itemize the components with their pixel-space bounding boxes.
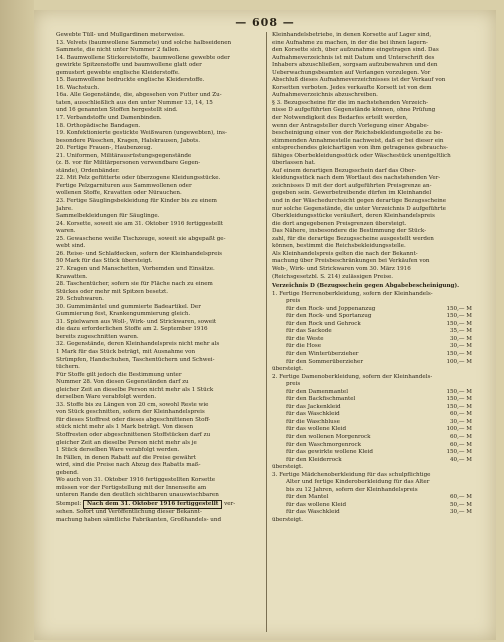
text-line: Sammete, die nicht unter Nummer 2 fallen. <box>56 47 180 54</box>
text-line: stimmenden Annahmestelle nachweist, daß er bei dieser ein <box>272 137 444 144</box>
text-line: 1 Stück derselben Ware verabfolgt werden. <box>56 447 180 454</box>
text-line: 32. Gegenstände, deren Kleinhandelspreis nicht mehr als <box>56 341 220 348</box>
price-row <box>272 343 478 351</box>
text-line: Sammelbekleidungen für Säuglinge. <box>56 213 160 220</box>
stamp-prefix: Stempel: <box>56 500 82 507</box>
price-row <box>272 419 478 427</box>
text-line: entsprechendes gleichartigen von ihm getragenes gebrauchs- <box>272 145 448 152</box>
text-line: Wo auch von 31. Oktober 1916 fertiggestellten Korsette <box>56 477 216 484</box>
item-label: für den Kleiderrock <box>286 456 342 463</box>
item-amount: 30,— M <box>450 509 472 516</box>
text-line: 18. Orthopädische Bandagen. <box>56 122 141 129</box>
item-label: für das wollene Kleid <box>286 426 347 433</box>
text-line: In Fällen, in denen Rabatt auf die Preise gewährt <box>56 454 196 461</box>
text-line: gemustert gewebte englische Kleiderstoffe. <box>56 69 180 76</box>
section-subtitle: bis zu 12 Jahren, sofern der Kleinhandelspreis <box>286 486 418 493</box>
item-label: für den wollenen Morgenrock <box>286 433 371 440</box>
item-amount: 30,— M <box>450 418 472 425</box>
price-row <box>272 411 478 419</box>
text-line: 21. Uniformen, Militärausrüstungsgegenstände <box>56 152 192 159</box>
text-line: 27. Kragen und Manschetten, Vorhemden und Einsätze. <box>56 265 215 272</box>
text-line: 31. Spielwaren aus Woll-, Wirk- und Strickwaren, soweit <box>56 318 217 325</box>
section-title: 1. Fertige Herrenoberkleidung, sofern der Kleinhandels- <box>272 290 433 297</box>
text-line: Stückes oder mehr mit Spitzen besetzt. <box>56 288 169 295</box>
text-line: gegeben sein. Gewerbetreibende dürfen im Kleinhandel <box>272 190 432 197</box>
list-heading: Verzeichnis D (Bezugsschein gegen Abgabebescheinigung). <box>272 283 460 290</box>
item-amount: 150,— M <box>446 449 472 456</box>
text-line: Inhabers abzuschließen, sorgsam aufzubewahren und den <box>272 62 438 69</box>
text-line: 30. Gummimäntel und gummierte Badeartikel. Der <box>56 303 201 310</box>
item-amount: 100,— M <box>446 426 472 433</box>
text-line: zeichnisses D mit der dort aufgeführten Preisgrenze an- <box>272 182 432 189</box>
price-row <box>272 457 478 465</box>
item-amount: 35,— M <box>450 328 472 335</box>
item-label: für den Waschmorgenrock <box>286 441 362 448</box>
text-line: 22. Mit Pelz gefütterte oder überzogene Kleidungsstücke. <box>56 175 221 182</box>
text-line: die dazu erforderlichen Stoffe am 2. September 1916 <box>56 326 208 333</box>
text-line: für dieses Stoffrest oder dieses abgeschnittenen Stoff- <box>56 416 211 423</box>
text-line: müssen vor der Fertigstellung mit der Innenseite am <box>56 484 207 491</box>
price-row <box>272 336 478 344</box>
text-line: Gummierung fest, Krankengummierung gleich. <box>56 311 191 318</box>
text-line: derselben Ware verabfolgt werden. <box>56 394 157 401</box>
text-line: 50 Mark für das Stück übersteigt. <box>56 258 153 265</box>
stamp-suffix: ver- <box>224 500 236 507</box>
column-divider <box>266 32 267 632</box>
text-line: Aufnahmeverzeichnis abzuschreiben. <box>272 92 378 99</box>
text-line: überlassen hat. <box>272 160 316 167</box>
text-line: 15. Baumwollene bedruckte englische Kleiderstoffe. <box>56 77 205 84</box>
item-label: für das Jackenkleid <box>286 403 341 410</box>
price-row <box>272 351 478 359</box>
text-line: webt sind. <box>56 243 86 250</box>
text-line: Jahre. <box>56 205 73 212</box>
text-line: Oberkleidungsstücke veräußert, deren Kleinhandelspreis <box>272 213 435 220</box>
item-label: für den Rock- und Sportanzug <box>286 313 372 320</box>
section-subtitle: preis <box>286 381 301 388</box>
section-footer: übersteigt. <box>272 366 303 373</box>
text-line: 16. Wachstuch. <box>56 84 100 91</box>
text-line: taten, ausschließlich aus den unter Nummer 13, 14, 15 <box>56 99 213 106</box>
item-amount: 30,— M <box>450 343 472 350</box>
text-line: der Notwendigkeit des Bedarfes erteilt werden, <box>272 115 408 122</box>
price-row <box>272 404 478 412</box>
item-amount: 150,— M <box>446 313 472 320</box>
item-label: für den Winterüberzieher <box>286 350 359 357</box>
item-amount: 30,— M <box>450 335 472 342</box>
text-line: 13. Velvets (baumwollene Sammete) und solche halbseidenen <box>56 39 232 46</box>
text-line: unteren Rande den deutlich sichtbaren unauswischbaren <box>56 492 219 499</box>
text-line: (Reichsgesetzbl. S. 214) zulässigen Preise. <box>272 273 394 280</box>
item-amount: 150,— M <box>446 396 472 403</box>
text-line: nur solche Gegenstände, die unter Verzeichnis D aufgeführte <box>272 205 446 212</box>
item-amount: 60,— M <box>450 433 472 440</box>
document-page <box>34 10 496 640</box>
text-line: wollenen Stoffe, Kravatten oder Nürauchen. <box>56 190 182 197</box>
text-line: Stoffresten oder abgeschnittenen Stoffstücken darf zu <box>56 431 211 438</box>
text-line: Strümpfen, Handschuhen, Taschentüchern und Schwei- <box>56 356 215 363</box>
text-line: wird, sind die Preise nach Abzug des Rabatts maß- <box>56 462 201 469</box>
item-label: für den Sommerüberzieher <box>286 358 363 365</box>
text-line: 16a. Alle Gegenstände, die, abgesehen von Futter und Zu- <box>56 92 222 99</box>
section-title: 2. Fertige Damenoberkleidung, sofern der Kleinhandels- <box>272 373 433 380</box>
text-line: wenn der Antragsteller durch Vorlegung einer Abgabe- <box>272 122 429 129</box>
text-line: 23. Fertige Säuglingsbekleidung für Kinder bis zu einem <box>56 198 217 205</box>
price-row <box>272 396 478 404</box>
text-line: 25. Gewaschene weiße Tischzeuge, soweit sie abgepaßt ge- <box>56 235 226 242</box>
item-label: für den Rock und Gehrock <box>286 320 361 327</box>
text-line: 28. Taschentücher, sofern sie für Fläche nach zu einem <box>56 281 213 288</box>
price-row <box>272 442 478 450</box>
item-amount: 150,— M <box>446 403 472 410</box>
item-amount: 60,— M <box>450 411 472 418</box>
text-line: Abschluß dieses Aufnahmeverzeichnisses ist der Verkauf von <box>272 77 446 84</box>
text-line: 19. Konfektionierte gestickte Weißwaren (ungewebten), ins- <box>56 130 227 137</box>
text-line: gebend. <box>56 469 79 476</box>
text-line: Kleinhandelsbetriebe, in denen Korsette auf Lager sind, <box>272 32 432 38</box>
item-label: für das Waschkleid <box>286 411 340 418</box>
text-line: und 16 genannten Stoffen hergestellt sind. <box>56 107 178 114</box>
text-line: bereits zugeschnitten waren. <box>56 333 139 340</box>
right-column <box>272 32 478 525</box>
stamp-line <box>56 500 262 510</box>
text-line: Das Nähere, insbesondere die Bestimmung der Stück- <box>272 228 427 235</box>
item-label: für die Weste <box>286 335 324 342</box>
text-line: gewirkte Spitzenstoffe und baumwollene glatt oder <box>56 62 202 69</box>
text-line: Nummer 28. Von diesen Gegenständen darf zu <box>56 379 189 386</box>
text-line: gleicher Zeit an dieselbe Person nicht mehr als 1 Stück <box>56 386 214 393</box>
text-line: Web-, Wirk- und Strickwaren vom 30. März 1916 <box>272 265 411 272</box>
text-line: stück nicht mehr als 1 Mark beträgt. Von diesen <box>56 424 194 431</box>
item-amount: 40,— M <box>450 456 472 463</box>
item-label: für das Waschkleid <box>286 509 340 516</box>
text-line: 24. Korsette, soweit sie am 31. Oktober 1916 fertiggestellt <box>56 220 224 227</box>
text-line: Krawatten. <box>56 273 88 280</box>
text-line: Fertige Pelzgarnituren aus Sammwollenen oder <box>56 182 192 189</box>
text-line: machung über Preisbeschränkungen bei Verkäufen von <box>272 258 430 265</box>
text-line: 26. Reise- und Schlafdecken, sofern der Kleinhandelspreis <box>56 250 223 257</box>
section-footer: übersteigt. <box>272 517 303 523</box>
item-label: für die Waschbluse <box>286 418 340 425</box>
page-number: — 608 — <box>235 16 295 29</box>
text-line: 29. Schuhwaren. <box>56 296 104 303</box>
text-line: Auf einem derartigen Bezugsschein darf das Ober- <box>272 167 417 174</box>
item-label: für den Rock- und Joppenanzug <box>286 305 376 312</box>
price-row <box>272 502 478 510</box>
item-amount: 50,— M <box>450 501 472 508</box>
text-line: 1 Mark für das Stück beträgt, mit Ausnahme von <box>56 348 196 355</box>
section-subtitle: preis <box>286 298 301 305</box>
price-row <box>272 321 478 329</box>
section-subtitle: Alter und fertige Kinderoberkleidung für das Alter <box>286 479 430 486</box>
price-row <box>272 509 478 517</box>
price-row <box>272 426 478 434</box>
text-line: bescheinigung einer von der Reichsbekleidungsstelle zu be- <box>272 130 443 137</box>
price-row <box>272 434 478 442</box>
item-amount: 100,— M <box>446 358 472 365</box>
section-title: 3. Fertige Mädchenoberkleidung für das schulpflichtige <box>272 471 431 478</box>
text-line: § 3. Bezugsscheine für die im nachstehenden Verzeich- <box>272 99 429 106</box>
text-line: den Korsette sich, über aufzunahme eingetragen sind. Das <box>272 47 439 54</box>
item-label: für den Backfischmantel <box>286 396 356 403</box>
text-line: 17. Verbandstoffe und Damenbinden. <box>56 115 162 122</box>
page-edge-shadow <box>0 0 34 642</box>
text-line: (z. B. vor für Militärpersonen verwendbare Gegen- <box>56 160 201 167</box>
price-row <box>272 306 478 314</box>
text-line: Aufnahmeverzeichnis ist mit Datum und Unterschrift des <box>272 54 435 61</box>
item-amount: 150,— M <box>446 350 472 357</box>
section-footer: übersteigt. <box>272 464 303 471</box>
text-line: die dort angegebenen Preisgrenzen übersteigt. <box>272 220 407 227</box>
text-line: fähiges Oberbekleidungsstück oder Wäschestück unentgeltlich <box>272 152 451 159</box>
item-amount: 150,— M <box>446 320 472 327</box>
text-line: Ueberwachungsbeamten auf Verlangen vorzulegen. Vor <box>272 69 431 76</box>
price-row <box>272 494 478 502</box>
item-label: für das gewirkte wollene Kleid <box>286 449 373 456</box>
text-line: stände), Ordenbänder. <box>56 167 120 174</box>
item-amount: 60,— M <box>450 494 472 501</box>
item-amount: 60,— M <box>450 441 472 448</box>
text-line: besondere Pässchen, Kragen, Halskrausen, Jabots. <box>56 137 201 144</box>
text-line: Für Stoffe gilt jedoch die Bestimmung unter <box>56 371 182 378</box>
text-line: von Stück geschnitten, sofern der Kleinhandelspreis <box>56 409 205 416</box>
price-row <box>272 328 478 336</box>
price-row <box>272 389 478 397</box>
text-line: Korsetten verboten. Jedes verkaufte Korsett ist von dem <box>272 84 432 91</box>
text-line: zahl, für die derartige Bezugsscheine ausgestellt werden <box>272 235 434 242</box>
text-line: eine Aufnahme zu machen, in der die bei ihnen lagern- <box>272 39 428 46</box>
item-label: für den Damenmantel <box>286 388 349 395</box>
item-amount: 150,— M <box>446 388 472 395</box>
text-line: kleidungsstück nach dem Wortlaut des nachstehenden Ver- <box>272 175 441 182</box>
text-line: waren. <box>56 228 76 235</box>
price-row <box>272 313 478 321</box>
text-line: 14. Baumwollene Stickereistoffe, baumwollene gewebte oder <box>56 54 230 61</box>
text-line: machung haben sämtliche Fabrikanten, Großhandels- und <box>56 517 222 523</box>
item-label: für die Hose <box>286 343 322 350</box>
price-row <box>272 449 478 457</box>
text-line: 33. Stoffe bis zu Längen von 20 cm, sowohl Reste wie <box>56 401 209 408</box>
text-line: tüchern. <box>56 364 80 371</box>
text-line: Gewebte Tüll- und Mullgardinen meterweise. <box>56 32 185 38</box>
text-line: gleicher Zeit an dieselbe Person nicht mehr als je <box>56 439 197 446</box>
price-row <box>272 359 478 367</box>
text-line: 20. Fertige Frauen-, Haubenzeug. <box>56 145 153 152</box>
text-line: und in der Wäschedurchsicht gegen derartige Bezugsscheine <box>272 198 447 205</box>
item-label: für den Mantel <box>286 494 329 501</box>
text-line: sehen. Sofort und Veröffentlichung dieser Bekannt- <box>56 509 202 516</box>
text-line: können, bestimmt die Reichsbekleidungsstelle. <box>272 243 406 250</box>
text-line: nisse D aufgeführten Gegenstände können, ohne Prüfung <box>272 107 436 114</box>
text-line: Als Kleinhandelspreis gelten die nach der Bekannt- <box>272 250 418 257</box>
item-amount: 150,— M <box>446 305 472 312</box>
item-label: für das Sackode <box>286 328 332 335</box>
stamp-box: Nach dem 31. Oktober 1916 fertiggestellt <box>83 500 222 510</box>
item-label: für das wollene Kleid <box>286 501 347 508</box>
left-column <box>56 32 262 525</box>
